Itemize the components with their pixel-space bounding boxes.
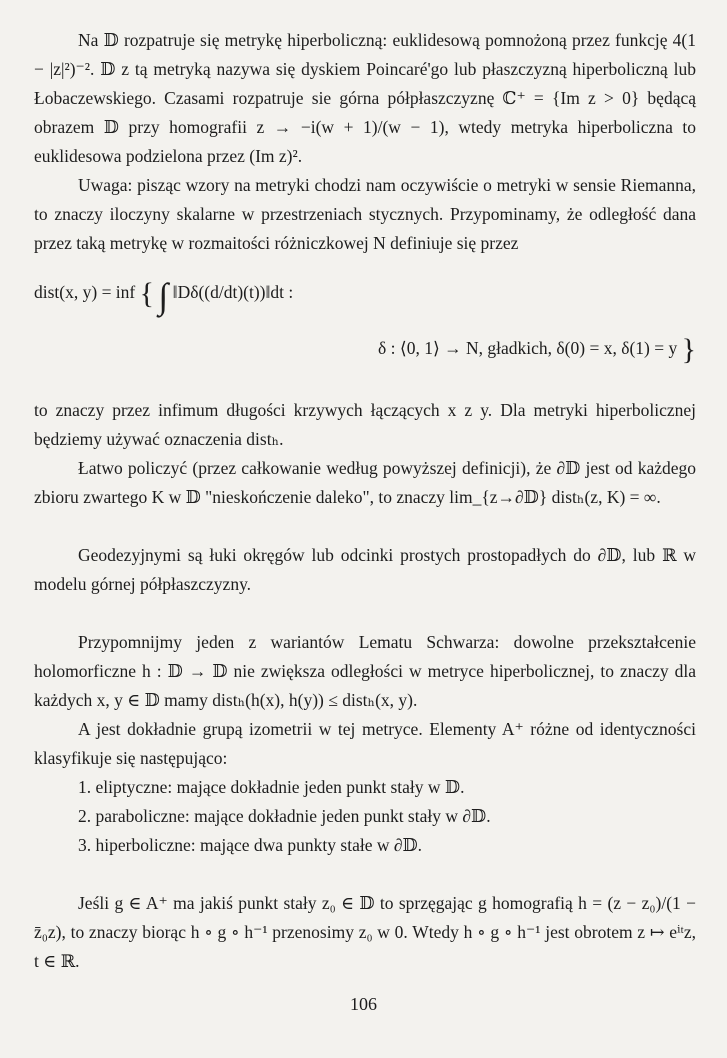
- page-number: 106: [350, 994, 377, 1014]
- left-brace: {: [139, 277, 155, 310]
- formula-line-2: [378, 334, 696, 364]
- paragraph-schwarz: Przypomnijmy jeden z wariantów Lematu Schwarza: dowolne przekształcenie holomorficzne h : 𝔻 → 𝔻 nie zwiększa odległości w metryce hiperbolicznej, to znaczy dla każdych x, y ∈ 𝔻 mamy distₕ(h(x), h(y)) ≤ distₕ(x, y).: [34, 632, 696, 710]
- formula-line-1: [34, 276, 294, 316]
- right-brace: }: [681, 333, 696, 366]
- paragraph-remark: Uwaga: pisząc wzory na metryki chodzi nam oczywiście o metryki w sensie Riemanna, to znaczy iloczyny skalarne w przestrzeniach stycznych. Przypominamy, że odległość dana przez taką metrykę w rozmaitości różniczkowej N definiuje się przez: [34, 175, 696, 253]
- paragraph-infimum: to znaczy przez infimum długości krzywych łączących x z y. Dla metryki hiperbolicznej będziemy używać oznaczenia distₕ.: [34, 400, 696, 449]
- formula-dist-inf: dist(x, y) = inf: [34, 282, 136, 302]
- paragraph-metric: Na 𝔻 rozpatruje się metrykę hiperboliczną: euklidesową pomnożoną przez funkcję 4(1 − |z|²)⁻². 𝔻 z tą metryką nazywa się dyskiem Poincaré'go lub płaszczyzną hiperboliczną lub Łobaczewskiego. Czasami rozpatruje sie górna półpłaszczyznę ℂ⁺ = {Im z > 0} będącą obrazem 𝔻 przy homografii z → −i(w + 1)/(w − 1), wtedy metryka hiperboliczna to euklidesowa podzielona przez (Im z)².: [34, 30, 696, 166]
- formula-condition: δ : ⟨0, 1⟩ → N, gładkich, δ(0) = x, δ(1) = y: [378, 338, 678, 358]
- paragraph-conjugation: Jeśli g ∈ A⁺ ma jakiś punkt stały z₀ ∈ 𝔻 to sprzęgając g homografią h = (z − z₀)/(1 − z̄₀z), to znaczy biorąc h ∘ g ∘ h⁻¹ przenosimy z₀ w 0. Wtedy h ∘ g ∘ h⁻¹ jest obrotem z ↦ eⁱᵗz, t ∈ ℝ.: [34, 893, 696, 971]
- formula-integrand: ‖Dδ((d/dt)(t))‖dt :: [172, 282, 294, 302]
- paragraph-isometries: A jest dokładnie grupą izometrii w tej metryce. Elementy A⁺ różne od identyczności klasyfikuje się następująco:: [34, 719, 696, 768]
- integral-sign: ∫: [158, 276, 169, 316]
- list-item-hyperbolic: 3. hiperboliczne: mające dwa punkty stałe w ∂𝔻.: [78, 835, 423, 855]
- distance-formula: [34, 266, 696, 378]
- list-item-parabolic: 2. paraboliczne: mające dokładnie jeden punkt stały w ∂𝔻.: [78, 806, 491, 826]
- paragraph-boundary: Łatwo policzyć (przez całkowanie według powyższej definicji), że ∂𝔻 jest od każdego zbioru zwartego K w 𝔻 "nieskończenie daleko", to znaczy lim_{z→∂𝔻} distₕ(z, K) = ∞.: [34, 458, 696, 507]
- paragraph-geodesics: Geodezyjnymi są łuki okręgów lub odcinki prostych prostopadłych do ∂𝔻, lub ℝ w modelu górnej półpłaszczyzny.: [34, 545, 696, 594]
- text-body: [34, 26, 696, 976]
- list-item-elliptic: 1. eliptyczne: mające dokładnie jeden punkt stały w 𝔻.: [78, 777, 465, 797]
